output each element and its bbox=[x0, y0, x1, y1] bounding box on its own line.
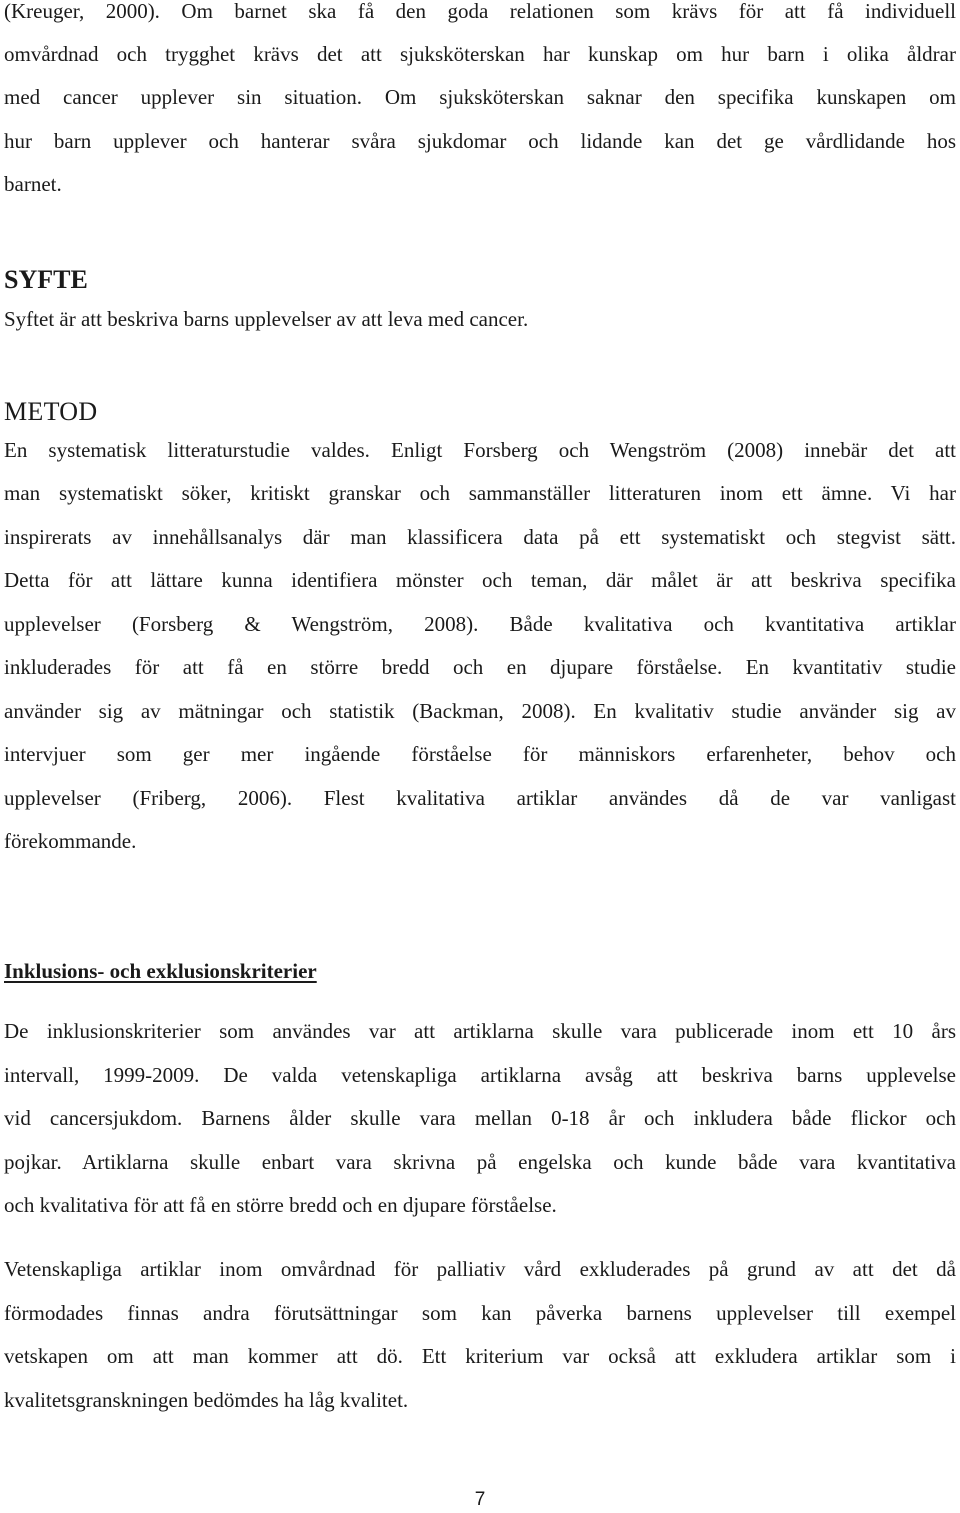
inklusion-heading: Inklusions- och exklusionskriterier bbox=[4, 959, 317, 983]
inklusion-p1-line-1: De inklusionskriterier som användes var att artiklarna skulle vara publicerade inom ett 10 års bbox=[4, 1019, 956, 1043]
metod-line-5: upplevelser (Forsberg & Wengström, 2008). Både kvalitativa och kvantitativa artiklar bbox=[4, 612, 956, 636]
syfte-text: Syftet är att beskriva barns upplevelser av att leva med cancer. bbox=[4, 307, 529, 331]
metod-line-1: En systematisk litteraturstudie valdes. Enligt Forsberg och Wengström (2008) innebär det att bbox=[4, 438, 956, 462]
metod-line-8: intervjuer som ger mer ingående förståelse för människors erfarenheter, behov och bbox=[4, 742, 956, 766]
inklusion-p2-line-1: Vetenskapliga artiklar inom omvårdnad för palliativ vård exkluderades på grund av att det då bbox=[4, 1257, 956, 1281]
metod-line-7: använder sig av mätningar och statistik (Backman, 2008). En kvalitativ studie använder sig av bbox=[4, 699, 956, 723]
metod-line-2: man systematiskt söker, kritiskt granskar och sammanställer litteraturen inom ett ämne. Vi har bbox=[4, 481, 956, 505]
inklusion-p1-line-3: vid cancersjukdom. Barnens ålder skulle vara mellan 0-18 år och inkludera både flickor och bbox=[4, 1106, 956, 1130]
inklusion-p1-line-2: intervall, 1999-2009. De valda vetenskapliga artiklarna avsåg att beskriva barns upplevelse bbox=[4, 1063, 956, 1087]
metod-heading: METOD bbox=[4, 397, 98, 426]
metod-line-10: förekommande. bbox=[4, 829, 137, 853]
inklusion-p2-line-3: vetskapen om att man kommer att dö. Ett kriterium var också att exkludera artiklar som i bbox=[4, 1344, 956, 1368]
intro-line-4: hur barn upplever och hanterar svåra sjukdomar och lidande kan det ge vårdlidande hos bbox=[4, 129, 956, 153]
syfte-heading: SYFTE bbox=[4, 265, 88, 294]
metod-line-4: Detta för att lättare kunna identifiera mönster och teman, där målet är att beskriva specifika bbox=[4, 568, 956, 592]
intro-line-5: barnet. bbox=[4, 172, 62, 196]
inklusion-p2-line-4: kvalitetsgranskningen bedömdes ha låg kvalitet. bbox=[4, 1388, 409, 1412]
inklusion-p1-line-4: pojkar. Artiklarna skulle enbart vara skrivna på engelska och kunde både vara kvantitativa bbox=[4, 1150, 956, 1174]
page-number: 7 bbox=[474, 1489, 486, 1510]
intro-line-2: omvårdnad och trygghet krävs det att sjuksköterskan har kunskap om hur barn i olika åldrar bbox=[4, 42, 956, 66]
inklusion-p1-line-5: och kvalitativa för att få en större bredd och en djupare förståelse. bbox=[4, 1193, 557, 1217]
metod-line-9: upplevelser (Friberg, 2006). Flest kvalitativa artiklar användes då de var vanligast bbox=[4, 786, 956, 810]
metod-line-3: inspirerats av innehållsanalys där man klassificera data på ett systematiskt och stegvist sätt. bbox=[4, 525, 956, 549]
intro-line-3: med cancer upplever sin situation. Om sjuksköterskan saknar den specifika kunskapen om bbox=[4, 85, 956, 109]
intro-line-1: (Kreuger, 2000). Om barnet ska få den goda relationen som krävs för att få individuell bbox=[4, 0, 956, 23]
inklusion-p2-line-2: förmodades finnas andra förutsättningar som kan påverka barnens upplevelser till exempel bbox=[4, 1301, 956, 1325]
metod-line-6: inkluderades för att få en större bredd och en djupare förståelse. En kvantitativ studie bbox=[4, 655, 956, 679]
